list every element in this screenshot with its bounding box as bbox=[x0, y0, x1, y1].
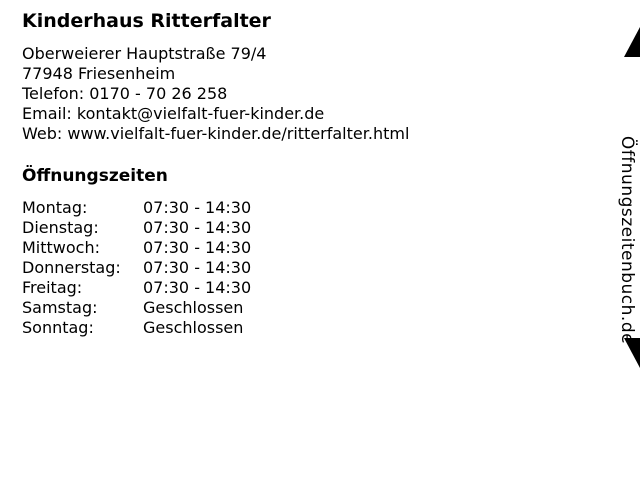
email-line: Email: kontakt@vielfalt-fuer-kinder.de bbox=[22, 104, 325, 123]
main-content bbox=[22, 9, 584, 338]
opening-hours-row bbox=[22, 198, 584, 218]
time-value: 07:30 - 14:30 bbox=[143, 198, 252, 217]
web-line: Web: www.vielfalt-fuer-kinder.de/ritterfalter.html bbox=[22, 124, 410, 143]
opening-hours-table bbox=[22, 198, 584, 338]
day-label: Sonntag: bbox=[22, 318, 94, 337]
opening-hours-row bbox=[22, 298, 584, 318]
time-value: 07:30 - 14:30 bbox=[143, 238, 252, 257]
corner-triangle-bottom-icon bbox=[624, 338, 640, 368]
day-label: Freitag: bbox=[22, 278, 83, 297]
day-label: Donnerstag: bbox=[22, 258, 121, 277]
time-value: Geschlossen bbox=[143, 298, 244, 317]
day-label: Montag: bbox=[22, 198, 88, 217]
opening-hours-heading: Öffnungszeiten bbox=[22, 166, 168, 186]
time-value: Geschlossen bbox=[143, 318, 244, 337]
opening-hours-row bbox=[22, 278, 584, 298]
time-value: 07:30 - 14:30 bbox=[143, 218, 252, 237]
address-street: Oberweierer Hauptstraße 79/4 bbox=[22, 44, 267, 63]
opening-hours-row bbox=[22, 238, 584, 258]
contact-block bbox=[22, 44, 584, 144]
time-value: 07:30 - 14:30 bbox=[143, 278, 252, 297]
page-title: Kinderhaus Ritterfalter bbox=[22, 10, 271, 32]
opening-hours-row bbox=[22, 258, 584, 278]
opening-hours-row bbox=[22, 218, 584, 238]
opening-hours-row bbox=[22, 318, 584, 338]
day-label: Dienstag: bbox=[22, 218, 99, 237]
phone-line: Telefon: 0170 - 70 26 258 bbox=[22, 84, 228, 103]
day-label: Samstag: bbox=[22, 298, 98, 317]
corner-triangle-top-icon bbox=[624, 27, 640, 57]
day-label: Mittwoch: bbox=[22, 238, 100, 257]
address-city: 77948 Friesenheim bbox=[22, 64, 176, 83]
watermark-text: Öffnungszeitenbuch.de bbox=[617, 135, 637, 345]
time-value: 07:30 - 14:30 bbox=[143, 258, 252, 277]
